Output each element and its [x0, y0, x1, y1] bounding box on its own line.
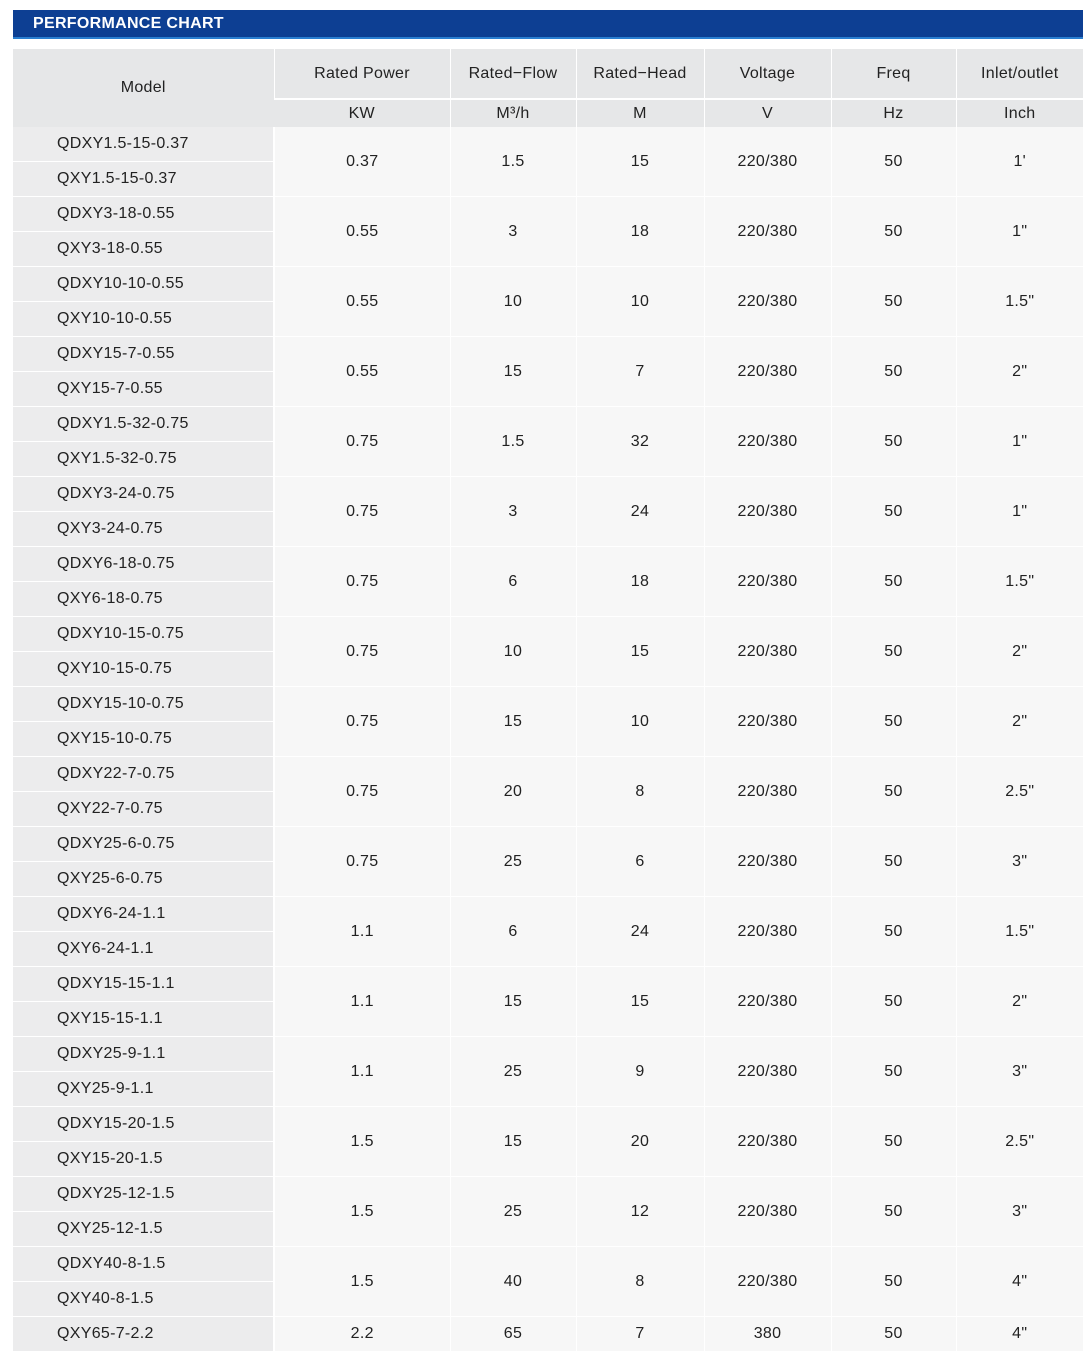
cell-inlet-outlet: 4" — [956, 1317, 1083, 1352]
cell-voltage: 220/380 — [704, 1177, 831, 1247]
cell-model: QDXY6-18-0.75 — [13, 547, 274, 582]
cell-freq: 50 — [831, 1177, 956, 1247]
cell-rated-flow: 25 — [450, 1037, 576, 1107]
cell-rated-power: 1.1 — [274, 1037, 450, 1107]
cell-voltage: 220/380 — [704, 827, 831, 897]
cell-inlet-outlet: 2" — [956, 617, 1083, 687]
performance-table — [13, 49, 1083, 1352]
cell-rated-power: 0.75 — [274, 407, 450, 477]
cell-model: QDXY1.5-15-0.37 — [13, 127, 274, 162]
cell-inlet-outlet: 1" — [956, 197, 1083, 267]
cell-inlet-outlet: 2" — [956, 687, 1083, 757]
cell-freq: 50 — [831, 1317, 956, 1352]
table-row — [13, 407, 1083, 442]
cell-rated-flow: 6 — [450, 547, 576, 617]
cell-freq: 50 — [831, 897, 956, 967]
cell-rated-flow: 20 — [450, 757, 576, 827]
cell-rated-flow: 25 — [450, 1177, 576, 1247]
cell-freq: 50 — [831, 1247, 956, 1317]
header-rated-flow: Rated−Flow — [450, 49, 576, 99]
cell-model: QDXY25-12-1.5 — [13, 1177, 274, 1212]
cell-rated-head: 20 — [576, 1107, 704, 1177]
cell-rated-head: 15 — [576, 127, 704, 197]
cell-freq: 50 — [831, 967, 956, 1037]
cell-model: QXY15-10-0.75 — [13, 722, 274, 757]
cell-model: QDXY15-15-1.1 — [13, 967, 274, 1002]
cell-model: QXY10-10-0.55 — [13, 302, 274, 337]
cell-rated-power: 2.2 — [274, 1317, 450, 1352]
header-voltage: Voltage — [704, 49, 831, 99]
cell-rated-power: 1.1 — [274, 897, 450, 967]
cell-voltage: 220/380 — [704, 337, 831, 407]
cell-model: QXY25-6-0.75 — [13, 862, 274, 897]
cell-model: QDXY3-18-0.55 — [13, 197, 274, 232]
cell-rated-head: 32 — [576, 407, 704, 477]
cell-voltage: 380 — [704, 1317, 831, 1352]
cell-rated-head: 24 — [576, 897, 704, 967]
cell-model: QXY3-18-0.55 — [13, 232, 274, 267]
cell-rated-head: 18 — [576, 547, 704, 617]
performance-table-wrapper — [13, 49, 1083, 1352]
cell-rated-head: 7 — [576, 1317, 704, 1352]
table-row — [13, 197, 1083, 232]
table-row — [13, 267, 1083, 302]
cell-freq: 50 — [831, 337, 956, 407]
cell-rated-flow: 10 — [450, 617, 576, 687]
cell-rated-power: 0.75 — [274, 547, 450, 617]
header-rated-power: Rated Power — [274, 49, 450, 99]
cell-freq: 50 — [831, 827, 956, 897]
cell-voltage: 220/380 — [704, 267, 831, 337]
cell-rated-head: 9 — [576, 1037, 704, 1107]
cell-rated-head: 8 — [576, 757, 704, 827]
table-row — [13, 1317, 1083, 1352]
cell-inlet-outlet: 1.5" — [956, 547, 1083, 617]
banner-title: PERFORMANCE CHART — [33, 15, 224, 32]
cell-model: QXY25-9-1.1 — [13, 1072, 274, 1107]
cell-model: QDXY15-7-0.55 — [13, 337, 274, 372]
table-header — [13, 49, 1083, 127]
cell-inlet-outlet: 2.5" — [956, 1107, 1083, 1177]
cell-freq: 50 — [831, 407, 956, 477]
cell-rated-head: 15 — [576, 617, 704, 687]
cell-inlet-outlet: 3" — [956, 827, 1083, 897]
cell-freq: 50 — [831, 547, 956, 617]
cell-inlet-outlet: 2.5" — [956, 757, 1083, 827]
table-row — [13, 1107, 1083, 1142]
cell-rated-power: 0.75 — [274, 477, 450, 547]
cell-model: QDXY1.5-32-0.75 — [13, 407, 274, 442]
cell-inlet-outlet: 1' — [956, 127, 1083, 197]
cell-rated-flow: 40 — [450, 1247, 576, 1317]
cell-inlet-outlet: 1.5" — [956, 267, 1083, 337]
cell-model: QXY1.5-32-0.75 — [13, 442, 274, 477]
cell-rated-power: 0.75 — [274, 687, 450, 757]
cell-model: QDXY25-6-0.75 — [13, 827, 274, 862]
cell-rated-power: 1.5 — [274, 1177, 450, 1247]
cell-voltage: 220/380 — [704, 757, 831, 827]
table-row — [13, 1247, 1083, 1282]
cell-model: QXY25-12-1.5 — [13, 1212, 274, 1247]
cell-model: QDXY25-9-1.1 — [13, 1037, 274, 1072]
cell-voltage: 220/380 — [704, 547, 831, 617]
cell-freq: 50 — [831, 477, 956, 547]
cell-rated-power: 0.55 — [274, 197, 450, 267]
cell-inlet-outlet: 4" — [956, 1247, 1083, 1317]
cell-rated-power: 0.75 — [274, 827, 450, 897]
cell-voltage: 220/380 — [704, 967, 831, 1037]
unit-rated-power: KW — [274, 99, 450, 127]
cell-rated-flow: 15 — [450, 1107, 576, 1177]
cell-rated-flow: 25 — [450, 827, 576, 897]
cell-model: QDXY22-7-0.75 — [13, 757, 274, 792]
cell-inlet-outlet: 2" — [956, 337, 1083, 407]
cell-rated-flow: 15 — [450, 337, 576, 407]
cell-freq: 50 — [831, 267, 956, 337]
cell-voltage: 220/380 — [704, 687, 831, 757]
cell-rated-flow: 10 — [450, 267, 576, 337]
header-model: Model — [13, 49, 274, 127]
cell-model: QXY10-15-0.75 — [13, 652, 274, 687]
cell-voltage: 220/380 — [704, 897, 831, 967]
table-row — [13, 617, 1083, 652]
unit-voltage: V — [704, 99, 831, 127]
cell-model: QDXY6-24-1.1 — [13, 897, 274, 932]
cell-model: QXY15-15-1.1 — [13, 1002, 274, 1037]
cell-model: QXY22-7-0.75 — [13, 792, 274, 827]
cell-rated-power: 0.37 — [274, 127, 450, 197]
cell-rated-head: 18 — [576, 197, 704, 267]
cell-rated-flow: 65 — [450, 1317, 576, 1352]
cell-voltage: 220/380 — [704, 617, 831, 687]
cell-rated-power: 0.75 — [274, 757, 450, 827]
table-row — [13, 967, 1083, 1002]
cell-inlet-outlet: 3" — [956, 1037, 1083, 1107]
cell-inlet-outlet: 1.5" — [956, 897, 1083, 967]
cell-freq: 50 — [831, 1107, 956, 1177]
cell-voltage: 220/380 — [704, 197, 831, 267]
cell-freq: 50 — [831, 617, 956, 687]
header-inlet-outlet: Inlet/outlet — [956, 49, 1083, 99]
cell-rated-power: 1.1 — [274, 967, 450, 1037]
table-row — [13, 897, 1083, 932]
cell-inlet-outlet: 1" — [956, 407, 1083, 477]
chart-banner — [13, 10, 1083, 39]
cell-rated-power: 0.55 — [274, 267, 450, 337]
unit-rated-head: M — [576, 99, 704, 127]
table-row — [13, 127, 1083, 162]
cell-model: QDXY10-15-0.75 — [13, 617, 274, 652]
cell-rated-head: 15 — [576, 967, 704, 1037]
cell-voltage: 220/380 — [704, 477, 831, 547]
cell-model: QDXY15-20-1.5 — [13, 1107, 274, 1142]
table-row — [13, 337, 1083, 372]
table-row — [13, 1037, 1083, 1072]
unit-inlet-outlet: Inch — [956, 99, 1083, 127]
cell-rated-flow: 3 — [450, 197, 576, 267]
header-rated-head: Rated−Head — [576, 49, 704, 99]
cell-rated-head: 12 — [576, 1177, 704, 1247]
table-row — [13, 687, 1083, 722]
cell-model: QDXY10-10-0.55 — [13, 267, 274, 302]
unit-freq: Hz — [831, 99, 956, 127]
cell-rated-power: 0.55 — [274, 337, 450, 407]
cell-inlet-outlet: 1" — [956, 477, 1083, 547]
cell-rated-power: 1.5 — [274, 1107, 450, 1177]
cell-model: QXY15-20-1.5 — [13, 1142, 274, 1177]
cell-rated-flow: 1.5 — [450, 407, 576, 477]
cell-rated-head: 7 — [576, 337, 704, 407]
cell-model: QDXY15-10-0.75 — [13, 687, 274, 722]
cell-voltage: 220/380 — [704, 127, 831, 197]
cell-rated-flow: 1.5 — [450, 127, 576, 197]
table-row — [13, 1177, 1083, 1212]
table-row — [13, 547, 1083, 582]
cell-freq: 50 — [831, 197, 956, 267]
cell-voltage: 220/380 — [704, 1247, 831, 1317]
cell-rated-flow: 6 — [450, 897, 576, 967]
table-row — [13, 827, 1083, 862]
cell-rated-power: 1.5 — [274, 1247, 450, 1317]
cell-rated-head: 10 — [576, 267, 704, 337]
cell-voltage: 220/380 — [704, 1107, 831, 1177]
cell-model: QXY1.5-15-0.37 — [13, 162, 274, 197]
cell-model: QDXY40-8-1.5 — [13, 1247, 274, 1282]
cell-voltage: 220/380 — [704, 407, 831, 477]
cell-model: QXY3-24-0.75 — [13, 512, 274, 547]
cell-model: QDXY3-24-0.75 — [13, 477, 274, 512]
cell-rated-head: 24 — [576, 477, 704, 547]
header-row-names — [13, 49, 1083, 99]
cell-rated-head: 6 — [576, 827, 704, 897]
cell-inlet-outlet: 3" — [956, 1177, 1083, 1247]
cell-rated-head: 10 — [576, 687, 704, 757]
cell-freq: 50 — [831, 1037, 956, 1107]
cell-freq: 50 — [831, 127, 956, 197]
cell-model: QXY6-24-1.1 — [13, 932, 274, 967]
cell-model: QXY6-18-0.75 — [13, 582, 274, 617]
unit-rated-flow: M³/h — [450, 99, 576, 127]
cell-rated-flow: 15 — [450, 967, 576, 1037]
cell-rated-power: 0.75 — [274, 617, 450, 687]
cell-rated-head: 8 — [576, 1247, 704, 1317]
cell-inlet-outlet: 2" — [956, 967, 1083, 1037]
cell-model: QXY40-8-1.5 — [13, 1282, 274, 1317]
header-freq: Freq — [831, 49, 956, 99]
cell-model: QXY15-7-0.55 — [13, 372, 274, 407]
cell-voltage: 220/380 — [704, 1037, 831, 1107]
cell-rated-flow: 15 — [450, 687, 576, 757]
cell-freq: 50 — [831, 687, 956, 757]
cell-rated-flow: 3 — [450, 477, 576, 547]
table-row — [13, 477, 1083, 512]
cell-model: QXY65-7-2.2 — [13, 1317, 274, 1352]
table-row — [13, 757, 1083, 792]
cell-freq: 50 — [831, 757, 956, 827]
table-body — [13, 127, 1083, 1352]
